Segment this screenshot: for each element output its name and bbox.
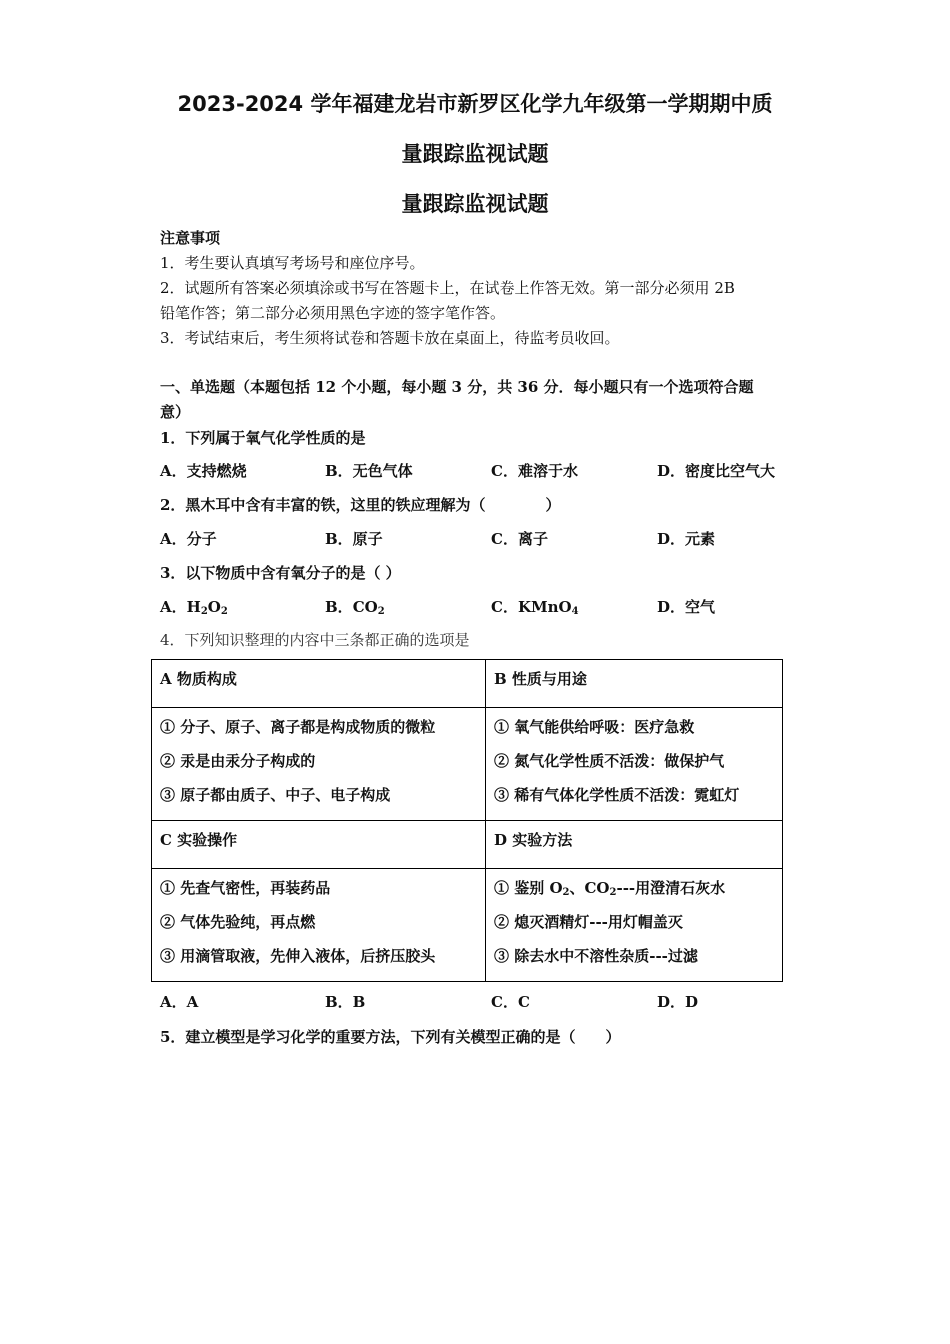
q4-stem: 4．下列知识整理的内容中三条都正确的选项是 [160, 631, 470, 649]
q4-option-d: D．D [657, 993, 699, 1011]
table-d-item: ② 熄灭酒精灯---用灯帽盖灭 [494, 913, 683, 931]
q3-option-b: B．$CO_2$ [325, 598, 385, 617]
exam-title-line3: 量跟踪监视试题 [401, 192, 549, 216]
q1-option-b: B．无色气体 [325, 462, 413, 480]
q4-option-b: B．B [325, 993, 366, 1011]
table-header-a: A 物质构成 [152, 660, 486, 708]
table-cell-b [486, 708, 783, 821]
table-cell-d [486, 869, 783, 982]
table-cell-c [152, 869, 486, 982]
table-a-item: ② 汞是由汞分子构成的 [160, 752, 316, 770]
exam-title-line1: 2023-2024 学年福建龙岩市新罗区化学九年级第一学期期中质 [177, 92, 773, 116]
table-d-item: ① 鉴别 $O_2$、$CO_2---$用澄清石灰水 [494, 879, 726, 898]
q2-option-c: C．离子 [491, 530, 548, 548]
q3-option-a: A．$H_2O_2$ [160, 598, 228, 617]
notice-item-2: 2．试题所有答案必须填涂或书写在答题卡上，在试卷上作答无效。第一部分必须用 2B [160, 279, 735, 297]
q2-option-d: D．元素 [657, 530, 716, 548]
table-a-item: ① 分子、原子、离子都是构成物质的微粒 [160, 718, 436, 736]
notice-item-3: 3．考试结束后，考生须将试卷和答题卡放在桌面上，待监考员收回。 [160, 329, 620, 347]
q1-option-c: C．难溶于水 [491, 462, 578, 480]
q1-option-a: A．支持燃烧 [160, 462, 247, 480]
table-b-item: ③ 稀有气体化学性质不活泼：霓虹灯 [494, 786, 740, 804]
section-heading-cont: 意） [160, 403, 191, 421]
notice-item-1: 1．考生要认真填写考场号和座位序号。 [160, 254, 425, 272]
table-c-item: ② 气体先验纯，再点燃 [160, 913, 316, 931]
table-c-item: ① 先查气密性，再装药品 [160, 879, 331, 897]
q2-option-a: A．分子 [160, 530, 217, 548]
q1-option-d: D．密度比空气大 [657, 462, 776, 480]
table-a-item: ③ 原子都由质子、中子、电子构成 [160, 786, 391, 804]
table-d-item: ③ 除去水中不溶性杂质---过滤 [494, 947, 698, 965]
q5-stem: 5．建立模型是学习化学的重要方法，下列有关模型正确的是（ ） [160, 1028, 621, 1046]
table-c-item: ③ 用滴管取液，先伸入液体，后挤压胶头 [160, 947, 436, 965]
q2-stem: 2．黑木耳中含有丰富的铁，这里的铁应理解为（ ） [160, 496, 561, 514]
table-b-item: ② 氮气化学性质不活泼：做保护气 [494, 752, 725, 770]
knowledge-table [151, 659, 783, 982]
table-cell-a [152, 708, 486, 821]
table-header-d: D 实验方法 [486, 821, 783, 869]
q4-option-c: C．C [491, 993, 530, 1011]
section-heading: 一、单选题（本题包括 12 个小题，每小题 3 分，共 36 分．每小题只有一个选项符合题 [160, 378, 754, 396]
q2-option-b: B．原子 [325, 530, 383, 548]
table-header-c: C 实验操作 [152, 821, 486, 869]
table-header-b: B 性质与用途 [486, 660, 783, 708]
notice-heading: 注意事项 [160, 229, 221, 247]
q4-option-a: A．A [160, 993, 199, 1011]
notice-item-2-cont: 铅笔作答；第二部分必须用黑色字迹的签字笔作答。 [160, 304, 506, 322]
q3-option-d: D．空气 [657, 598, 716, 616]
exam-title-line2: 量跟踪监视试题 [401, 142, 549, 166]
q3-stem: 3．以下物质中含有氧分子的是（ ） [160, 564, 401, 582]
table-b-item: ① 氧气能供给呼吸：医疗急救 [494, 718, 695, 736]
q1-stem: 1．下列属于氧气化学性质的是 [160, 429, 366, 447]
q3-option-c: C．KMnO$_4$ [491, 598, 579, 617]
